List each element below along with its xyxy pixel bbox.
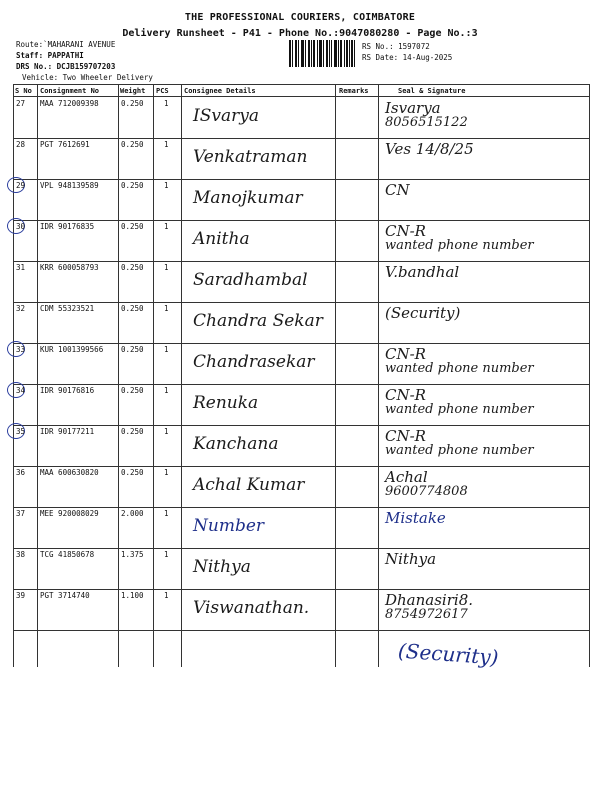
row-consignee-handwritten: Achal Kumar: [193, 475, 305, 495]
table-row: [13, 547, 590, 588]
row-consignee-handwritten: Renuka: [193, 393, 259, 413]
row-consignee-handwritten: Viswanathan.: [193, 598, 310, 618]
rs-date: RS Date: 14-Aug-2025: [362, 53, 453, 62]
row-signature-line1: CN-R: [385, 427, 426, 445]
rs-number: RS No.: 1597072: [362, 42, 430, 51]
col-header-signature: Seal & Signature: [398, 87, 466, 95]
row-sno: 32: [16, 304, 26, 313]
row-consignment-no: KRR 600058793: [40, 263, 99, 272]
row-signature-line1: Dhanasiri8.: [385, 591, 474, 609]
row-consignee-handwritten: Venkatraman: [193, 147, 308, 167]
row-consignment-no: CDM 55323521: [40, 304, 95, 313]
row-weight: 0.250: [121, 386, 144, 395]
row-weight: 0.250: [121, 140, 144, 149]
row-consignee-handwritten: Saradhambal: [193, 270, 308, 290]
table-row: [13, 342, 590, 383]
row-weight: 1.100: [121, 591, 144, 600]
row-sno: 27: [16, 99, 26, 108]
row-consignee-handwritten: Kanchana: [193, 434, 279, 454]
row-signature-line1: V.bandhal: [385, 263, 460, 281]
row-pcs: 1: [164, 468, 169, 477]
table-row: [13, 424, 590, 465]
row-consignee-handwritten: Nithya: [193, 557, 251, 577]
table-row: [13, 219, 590, 260]
col-header-sno: S No: [15, 87, 32, 95]
col-header-consignment: Consignment No: [40, 87, 100, 95]
row-signature-line1: CN-R: [385, 386, 426, 404]
table-row: [13, 506, 590, 547]
table-row: [13, 260, 590, 301]
table-row: [13, 588, 590, 629]
row-pcs: 1: [164, 304, 169, 313]
row-signature-line2: wanted phone number: [385, 443, 534, 458]
row-sno: 37: [16, 509, 26, 518]
row-signature-line1: Achal: [385, 468, 428, 486]
col-header-consignee: Consignee Details: [184, 87, 256, 95]
barcode-image: [289, 40, 355, 67]
row-consignment-no: PGT 7612691: [40, 140, 90, 149]
row-sno: 34: [16, 386, 26, 395]
row-consignment-no: PGT 3714740: [40, 591, 90, 600]
row-signature-line2: 8754972617: [385, 607, 468, 622]
row-weight: 0.250: [121, 222, 144, 231]
vehicle-label: Vehicle: Two Wheeler Delivery: [22, 73, 153, 82]
row-pcs: 1: [164, 386, 169, 395]
row-consignee-handwritten: Anitha: [193, 229, 250, 249]
row-signature-line2: wanted phone number: [385, 402, 534, 417]
row-pcs: 1: [164, 509, 169, 518]
row-signature-line2: wanted phone number: [385, 361, 534, 376]
row-consignee-handwritten: Manojkumar: [193, 188, 303, 208]
table-row: [13, 96, 590, 137]
row-consignment-no: MAA 600630820: [40, 468, 99, 477]
row-weight: 0.250: [121, 427, 144, 436]
footer-handwritten-note: (Security): [397, 638, 500, 670]
col-header-remarks: Remarks: [339, 87, 369, 95]
row-sno: 31: [16, 263, 26, 272]
row-pcs: 1: [164, 140, 169, 149]
row-signature-line2: 9600774808: [385, 484, 468, 499]
row-consignment-no: IDR 90176816: [40, 386, 95, 395]
col-header-pcs: PCS: [156, 87, 169, 95]
row-consignee-handwritten: ISvarya: [193, 106, 259, 126]
row-signature-line2: 8056515122: [385, 115, 468, 130]
table-row: [13, 465, 590, 506]
row-weight: 0.250: [121, 345, 144, 354]
row-pcs: 1: [164, 345, 169, 354]
row-pcs: 1: [164, 99, 169, 108]
row-signature-line1: CN: [385, 181, 410, 199]
row-weight: 0.250: [121, 99, 144, 108]
row-consignee-handwritten: Chandrasekar: [193, 352, 315, 372]
row-pcs: 1: [164, 263, 169, 272]
staff-label: Staff: PAPPATHI: [16, 51, 84, 60]
drs-label: DRS No.: DCJB159707203: [16, 62, 116, 71]
row-signature-line1: CN-R: [385, 222, 426, 240]
row-sno: 36: [16, 468, 26, 477]
row-consignment-no: IDR 90177211: [40, 427, 95, 436]
row-pcs: 1: [164, 591, 169, 600]
row-consignment-no: IDR 90176835: [40, 222, 95, 231]
row-sno: 39: [16, 591, 26, 600]
runsheet-table: [13, 84, 590, 667]
table-row: [13, 137, 590, 178]
row-weight: 0.250: [121, 304, 144, 313]
row-pcs: 1: [164, 222, 169, 231]
row-pcs: 1: [164, 181, 169, 190]
row-weight: 1.375: [121, 550, 144, 559]
table-row: [13, 383, 590, 424]
row-weight: 2.000: [121, 509, 144, 518]
row-signature-line1: Isvarya: [385, 99, 441, 117]
table-row: [13, 178, 590, 219]
row-sno: 33: [16, 345, 26, 354]
row-signature-line1: Mistake: [385, 509, 446, 527]
row-signature-line1: CN-R: [385, 345, 426, 363]
row-sno: 28: [16, 140, 26, 149]
row-consignment-no: VPL 948139589: [40, 181, 99, 190]
row-sno: 38: [16, 550, 26, 559]
row-consignment-no: MAA 712009398: [40, 99, 99, 108]
row-signature-line1: Ves 14/8/25: [385, 140, 474, 158]
runsheet-subtitle: Delivery Runsheet - P41 - Phone No.:9047080280 - Page No.:3: [122, 28, 478, 39]
row-consignee-handwritten: Chandra Sekar: [193, 311, 323, 331]
row-consignment-no: KUR 1001399566: [40, 345, 104, 354]
row-sno: 30: [16, 222, 26, 231]
table-row: [13, 301, 590, 342]
row-consignment-no: MEE 920008029: [40, 509, 99, 518]
route-label: Route:`MAHARANI AVENUE: [16, 40, 116, 49]
row-pcs: 1: [164, 550, 169, 559]
company-title: THE PROFESSIONAL COURIERS, COIMBATORE: [184, 12, 416, 23]
col-header-weight: Weight: [120, 87, 146, 95]
row-sno: 29: [16, 181, 26, 190]
row-sno: 35: [16, 427, 26, 436]
row-consignment-no: TCG 41850678: [40, 550, 95, 559]
row-signature-line2: wanted phone number: [385, 238, 534, 253]
row-weight: 0.250: [121, 468, 144, 477]
row-consignee-handwritten: Number: [193, 516, 265, 536]
row-pcs: 1: [164, 427, 169, 436]
row-weight: 0.250: [121, 263, 144, 272]
row-signature-line1: (Security): [385, 304, 461, 322]
row-weight: 0.250: [121, 181, 144, 190]
row-signature-line1: Nithya: [385, 550, 437, 568]
